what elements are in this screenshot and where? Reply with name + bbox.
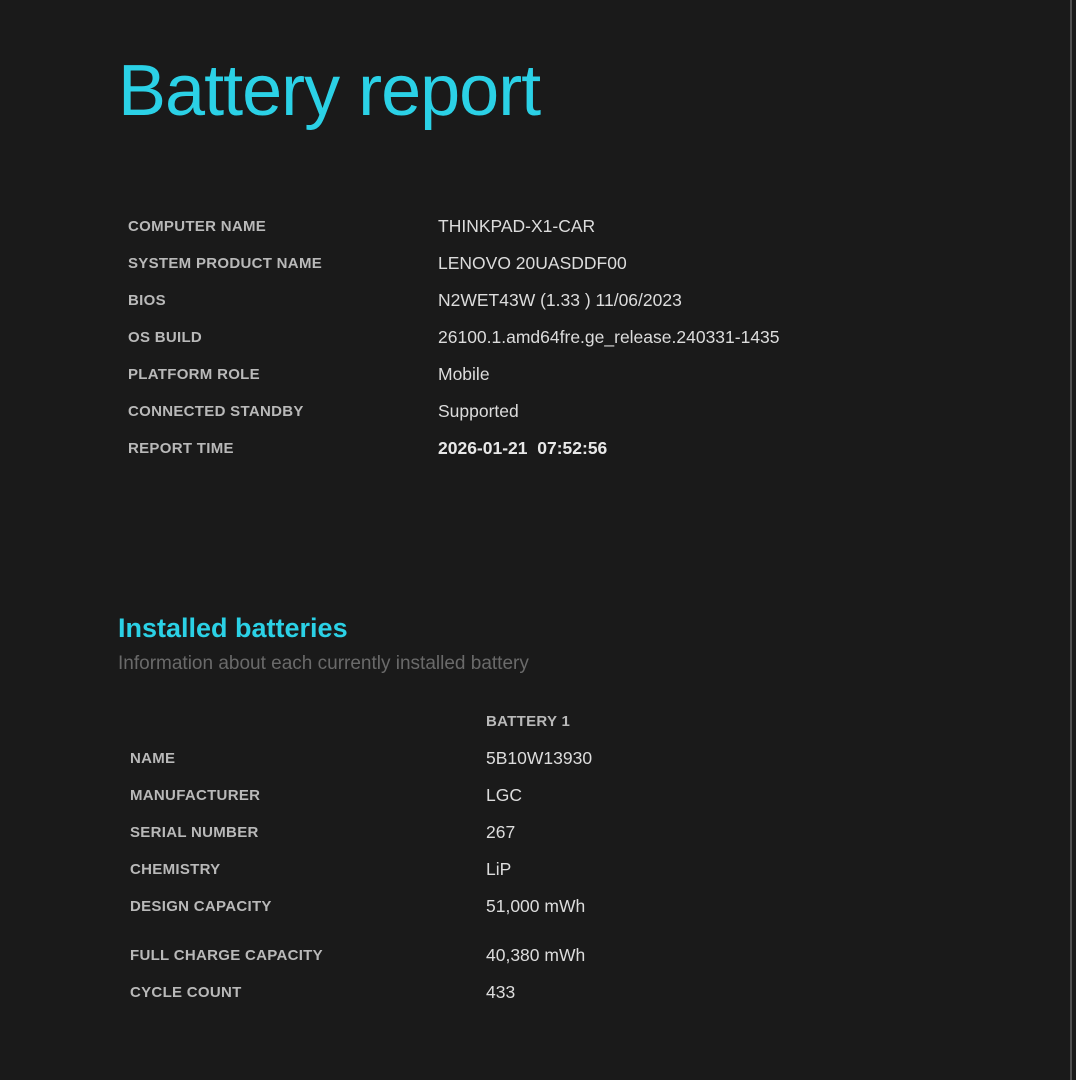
- info-value: N2WET43W (1.33 ) 11/06/2023: [438, 290, 682, 310]
- battery-row: [130, 888, 592, 925]
- battery-value: 40,380 mWh: [486, 945, 586, 965]
- battery-row: [130, 740, 592, 777]
- info-value: THINKPAD-X1-CAR: [438, 216, 596, 236]
- system-info-row: [128, 208, 780, 245]
- info-value: Supported: [438, 401, 519, 421]
- battery-value: 433: [486, 982, 516, 1002]
- battery-column-header: BATTERY 1: [486, 713, 571, 730]
- battery-value: 267: [486, 822, 516, 842]
- report-time-value: 2026-01-21 07:52:56: [438, 438, 608, 458]
- battery-value: 5B10W13930: [486, 748, 593, 768]
- right-edge-line: [1070, 0, 1072, 1080]
- info-value: 26100.1.amd64fre.ge_release.240331-1435: [438, 327, 780, 347]
- battery-label: MANUFACTURER: [130, 787, 261, 804]
- system-info-table: [128, 208, 780, 467]
- installed-batteries-subtitle: Information about each currently installed battery: [118, 653, 529, 674]
- system-info-row: [128, 282, 780, 319]
- battery-label: NAME: [130, 750, 176, 767]
- info-value: LENOVO 20UASDDF00: [438, 253, 627, 273]
- battery-header-row: [130, 703, 592, 740]
- battery-label: CHEMISTRY: [130, 861, 221, 878]
- battery-value: LGC: [486, 785, 522, 805]
- battery-value: 51,000 mWh: [486, 896, 586, 916]
- battery-table: [130, 703, 592, 1011]
- info-label: BIOS: [128, 292, 166, 309]
- installed-batteries-heading: Installed batteries: [118, 613, 348, 643]
- info-label: PLATFORM ROLE: [128, 366, 260, 383]
- system-info-row: [128, 319, 780, 356]
- battery-label: FULL CHARGE CAPACITY: [130, 947, 323, 964]
- battery-row: [130, 937, 592, 974]
- info-label: COMPUTER NAME: [128, 218, 267, 235]
- system-info-row: [128, 245, 780, 282]
- system-info-row: [128, 393, 780, 430]
- system-info-row: [128, 356, 780, 393]
- info-value: Mobile: [438, 364, 490, 384]
- battery-label: DESIGN CAPACITY: [130, 898, 272, 915]
- info-label: CONNECTED STANDBY: [128, 403, 304, 420]
- info-label: REPORT TIME: [128, 440, 234, 457]
- page-title: Battery report: [118, 51, 541, 131]
- info-label: SYSTEM PRODUCT NAME: [128, 255, 323, 272]
- battery-label: CYCLE COUNT: [130, 984, 242, 1001]
- battery-row: [130, 974, 592, 1011]
- system-info-row: [128, 430, 780, 467]
- battery-value: LiP: [486, 859, 512, 879]
- battery-label: SERIAL NUMBER: [130, 824, 259, 841]
- battery-row: [130, 851, 592, 888]
- info-label: OS BUILD: [128, 329, 203, 346]
- battery-row: [130, 814, 592, 851]
- battery-row: [130, 777, 592, 814]
